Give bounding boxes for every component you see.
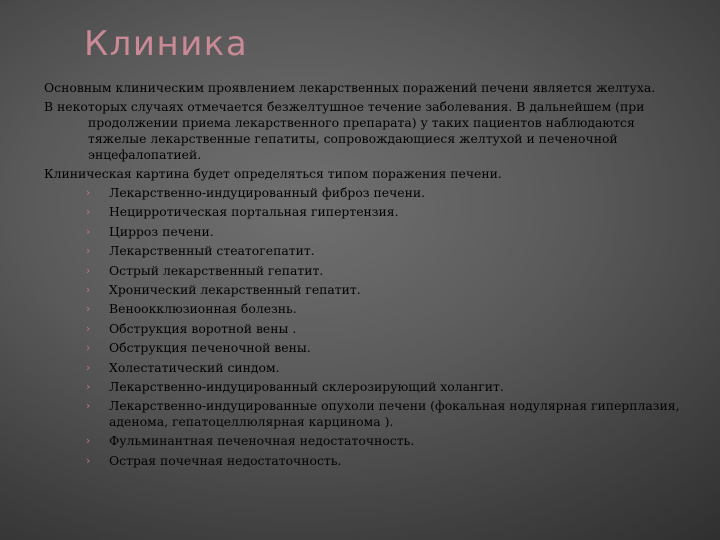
lesion-types-list <box>44 185 690 472</box>
list-item <box>44 433 690 452</box>
paragraph-clinical-picture: Клиническая картина будет определяться типом поражения печени. <box>44 166 502 181</box>
bullet-arrow-icon: › <box>86 224 91 238</box>
list-item-text: Лекарственно-индуцированные опухоли печени (фокальная нодулярная гиперплазия, аденома, гепатоцеллюлярная карцинома ). <box>109 398 680 430</box>
list-item-text: Острый лекарственный гепатит. <box>109 262 324 278</box>
bullet-arrow-icon: › <box>86 205 91 219</box>
list-item-text: Цирроз печени. <box>109 223 214 239</box>
bullet-arrow-icon: › <box>86 263 91 277</box>
list-item-text: Обструкция воротной вены . <box>109 320 297 336</box>
bullet-arrow-icon: › <box>86 186 91 199</box>
list-item-text: Лекарственный стеатогепатит. <box>109 243 315 259</box>
list-item <box>44 301 690 320</box>
bullet-arrow-icon: › <box>86 379 91 393</box>
list-item <box>44 243 690 262</box>
list-item <box>44 321 690 340</box>
list-item-text: Лекарственно-индуцированный фиброз печени. <box>109 185 426 200</box>
list-item <box>44 282 690 301</box>
list-item <box>44 398 690 433</box>
list-item <box>44 185 690 204</box>
bullet-arrow-icon: › <box>86 321 91 335</box>
list-item-text: Лекарственно-индуцированный склерозирующий холангит. <box>109 378 504 394</box>
list-item-text: Острая почечная недостаточность. <box>109 452 342 468</box>
bullet-arrow-icon: › <box>86 282 91 296</box>
list-item <box>44 379 690 398</box>
list-item <box>44 340 690 359</box>
list-item-text: Веноокклюзионная болезнь. <box>109 301 297 317</box>
list-item <box>44 360 690 379</box>
list-item <box>44 224 690 243</box>
list-item-text: Нецирротическая портальная гипертензия. <box>109 204 399 220</box>
list-item-text: Фульминантная печеночная недостаточность. <box>109 433 415 449</box>
bullet-arrow-icon: › <box>86 434 91 448</box>
bullet-arrow-icon: › <box>86 360 91 374</box>
list-item <box>44 453 690 472</box>
bullet-arrow-icon: › <box>86 341 91 355</box>
bullet-arrow-icon: › <box>86 399 91 413</box>
bullet-arrow-icon: › <box>86 244 91 258</box>
paragraph-jaundice: Основным клиническим проявлением лекарственных поражений печени является желтуха. <box>44 80 656 95</box>
list-item-text: Хронический лекарственный гепатит. <box>109 281 361 297</box>
bullet-arrow-icon: › <box>86 453 91 467</box>
list-item <box>44 204 690 223</box>
paragraph-anicteric-course: В некоторых случаях отмечается безжелтушное течение заболевания. В дальнейшем (при продолжении приема лекарственного препарата) у таких пациентов наблюдаются тяжелые лекарственные гепатиты, сопровождающиеся желтухой и печеночной энцефалопатией. <box>44 99 645 162</box>
list-item-text: Обструкция печеночной вены. <box>109 340 311 356</box>
slide-content <box>44 80 690 472</box>
list-item-text: Холестатический синдом. <box>109 359 280 375</box>
bullet-arrow-icon: › <box>86 302 91 316</box>
list-item <box>44 263 690 282</box>
slide-title: Клиника <box>84 24 249 64</box>
